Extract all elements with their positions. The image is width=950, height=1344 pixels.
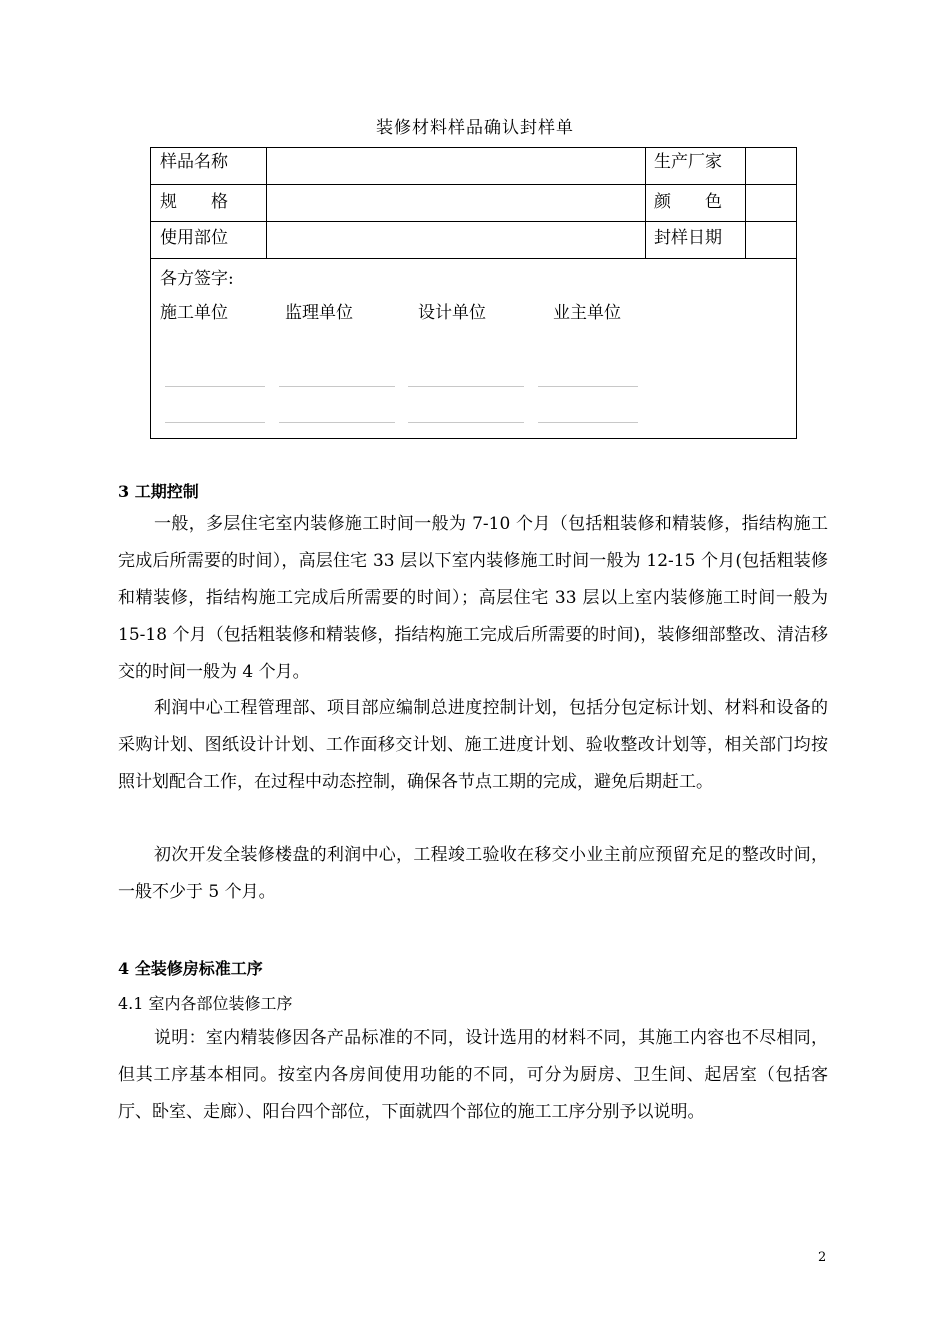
table-row <box>151 148 796 185</box>
signature-line[interactable] <box>279 422 395 423</box>
sample-name-label: 样品名称 <box>151 148 267 184</box>
party-owner: 业主单位 <box>553 303 621 323</box>
section-3-paragraph-1: 一般，多层住宅室内装修施工时间一般为 7-10 个月（包括粗装修和精装修，指结构施工完成后所需要的时间），高层住宅 33 层以下室内装修施工时间一般为 12-15 个月(包括粗装修和精装修，指结构施工完成后所需要的时间）；高层住宅 33 层以上室内装修施工时间一般为 15-18 个月（包括粗装修和精装修，指结构施工完成后所需要的时间)，装修细部整改、清洁移交的时间一般为 4 个月。 <box>118 514 828 682</box>
manufacturer-value[interactable] <box>746 148 796 184</box>
section-3-paragraph-2: 利润中心工程管理部、项目部应编制总进度控制计划，包括分包定标计划、材料和设备的采购计划、图纸设计计划、工作面移交计划、施工进度计划、验收整改计划等，相关部门均按照计划配合工作，在过程中动态控制，确保各节点工期的完成，避免后期赶工。 <box>118 698 828 792</box>
manufacturer-label: 生产厂家 <box>646 148 746 184</box>
party-design: 设计单位 <box>418 303 486 323</box>
signature-line[interactable] <box>165 422 265 423</box>
table-row <box>151 222 796 259</box>
signature-label: 各方签字: <box>160 269 234 289</box>
signature-line[interactable] <box>538 422 638 423</box>
signature-line[interactable] <box>165 386 265 387</box>
section-4-paragraph: 说明：室内精装修因各产品标准的不同，设计选用的材料不同，其施工内容也不尽相同，但其工序基本相同。按室内各房间使用功能的不同，可分为厨房、卫生间、起居室（包括客厅、卧室、走廊）、阳台四个部位，下面就四个部位的施工工序分别予以说明。 <box>118 1028 828 1122</box>
section-4-heading: 4 全装修房标准工序 <box>118 959 263 978</box>
signature-line[interactable] <box>408 386 524 387</box>
form-title: 装修材料样品确认封样单 <box>376 118 574 138</box>
section-4-1-subheading: 4.1 室内各部位装修工序 <box>118 994 293 1013</box>
sample-name-value[interactable] <box>267 148 646 184</box>
table-row <box>151 185 796 222</box>
party-construction: 施工单位 <box>160 303 228 323</box>
spec-label: 规 格 <box>151 185 267 221</box>
color-label: 颜 色 <box>646 185 746 221</box>
signature-line[interactable] <box>279 386 395 387</box>
usage-location-label: 使用部位 <box>151 222 267 258</box>
color-value[interactable] <box>746 185 796 221</box>
usage-location-value[interactable] <box>267 222 646 258</box>
signature-line[interactable] <box>408 422 524 423</box>
page-number: 2 <box>818 1250 827 1265</box>
party-supervision: 监理单位 <box>285 303 353 323</box>
signature-line[interactable] <box>538 386 638 387</box>
spec-value[interactable] <box>267 185 646 221</box>
seal-date-label: 封样日期 <box>646 222 746 258</box>
section-3-heading: 3 工期控制 <box>118 482 199 501</box>
section-3-paragraph-3: 初次开发全装修楼盘的利润中心，工程竣工验收在移交小业主前应预留充足的整改时间，一般不少于 5 个月。 <box>118 845 828 902</box>
sample-confirmation-table <box>150 147 797 439</box>
seal-date-value[interactable] <box>746 222 796 258</box>
